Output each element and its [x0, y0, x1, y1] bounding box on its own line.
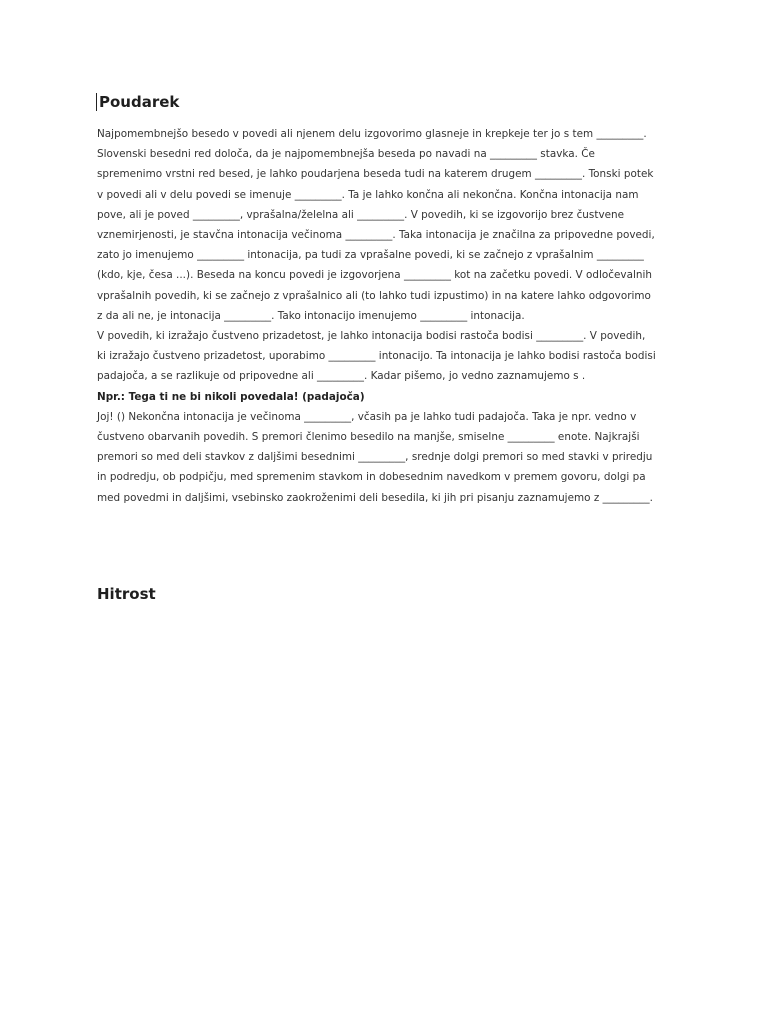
next-section-heading-cropped	[97, 585, 156, 603]
paragraph-2[interactable]: V povedih, ki izražajo čustveno prizadetost, je lahko intonacija bodisi rastoča bodisi _________. V povedih, ki izražajo čustveno prizadetost, uporabimo _________ intonacijo. Ta intonacija je lahko bodisi rastoča bodisi padajoča, a se razlikuje od pripovedne ali _________. Kadar pišemo, jo vedno zaznamujemo s .	[97, 330, 656, 383]
paragraph-1[interactable]: Najpomembnejšo besedo v povedi ali njenem delu izgovorimo glasneje in krepkeje ter jo s tem _________. Slovenski besedni red določa, da je najpomembnejša beseda po navadi na _________ stavka. Če spremenimo vrstni red besed, je lahko poudarjena beseda tudi na katerem drugem _________. Tonski potek v povedi ali v delu povedi se imenuje _________. Ta je lahko končna ali nekončna. Končna intonacija nam pove, ali je poved _________, vprašalna/želelna ali _________. V povedih, ki se izgovorijo brez čustvene vznemirjenosti, je stavčna intonacija večinoma _________. Taka intonacija je značilna za pripovedne povedi, zato jo imenujemo _________ intonacija, pa tudi za vprašalne povedi, ki se začnejo z vprašalnim _________ (kdo, kje, česa ...). Beseda na koncu povedi je izgovorjena _________ kot na začetku povedi. V odločevalnih vprašalnih povedih, ki se začnejo z vprašalnico ali (to lahko tudi izpustimo) in na katere lahko odgovorimo z da ali ne, je intonacija _________. Tako intonacijo imenujemo _________ intonacija.	[97, 128, 655, 322]
section-heading[interactable]: Poudarek	[99, 93, 180, 111]
example-line[interactable]: Npr.: Tega ti ne bi nikoli povedala! (padajoča)	[97, 390, 365, 403]
document-page	[97, 92, 657, 508]
paragraph-3[interactable]: Joj! () Nekončna intonacija je večinoma _________, včasih pa je lahko tudi padajoča. Taka je npr. vedno v čustveno obarvanih povedih. S premori členimo besedilo na manjše, smiselne _________ enote. Najkrajši premori so med deli stavkov z daljšimi besednimi _________, srednje dolgi premori so med stavki v priredju in podredju, ob podpičju, med spremenim stavkom in dobesednim navedkom v premem govoru, dolgi pa med povedmi in daljšimi, vsebinsko zaokroženimi deli besedila, ki jih pri pisanju zaznamujemo z _________.	[97, 410, 653, 504]
text-caret	[96, 93, 97, 111]
next-section-heading-text: Hitrost	[97, 585, 156, 603]
heading-wrap	[97, 92, 657, 114]
